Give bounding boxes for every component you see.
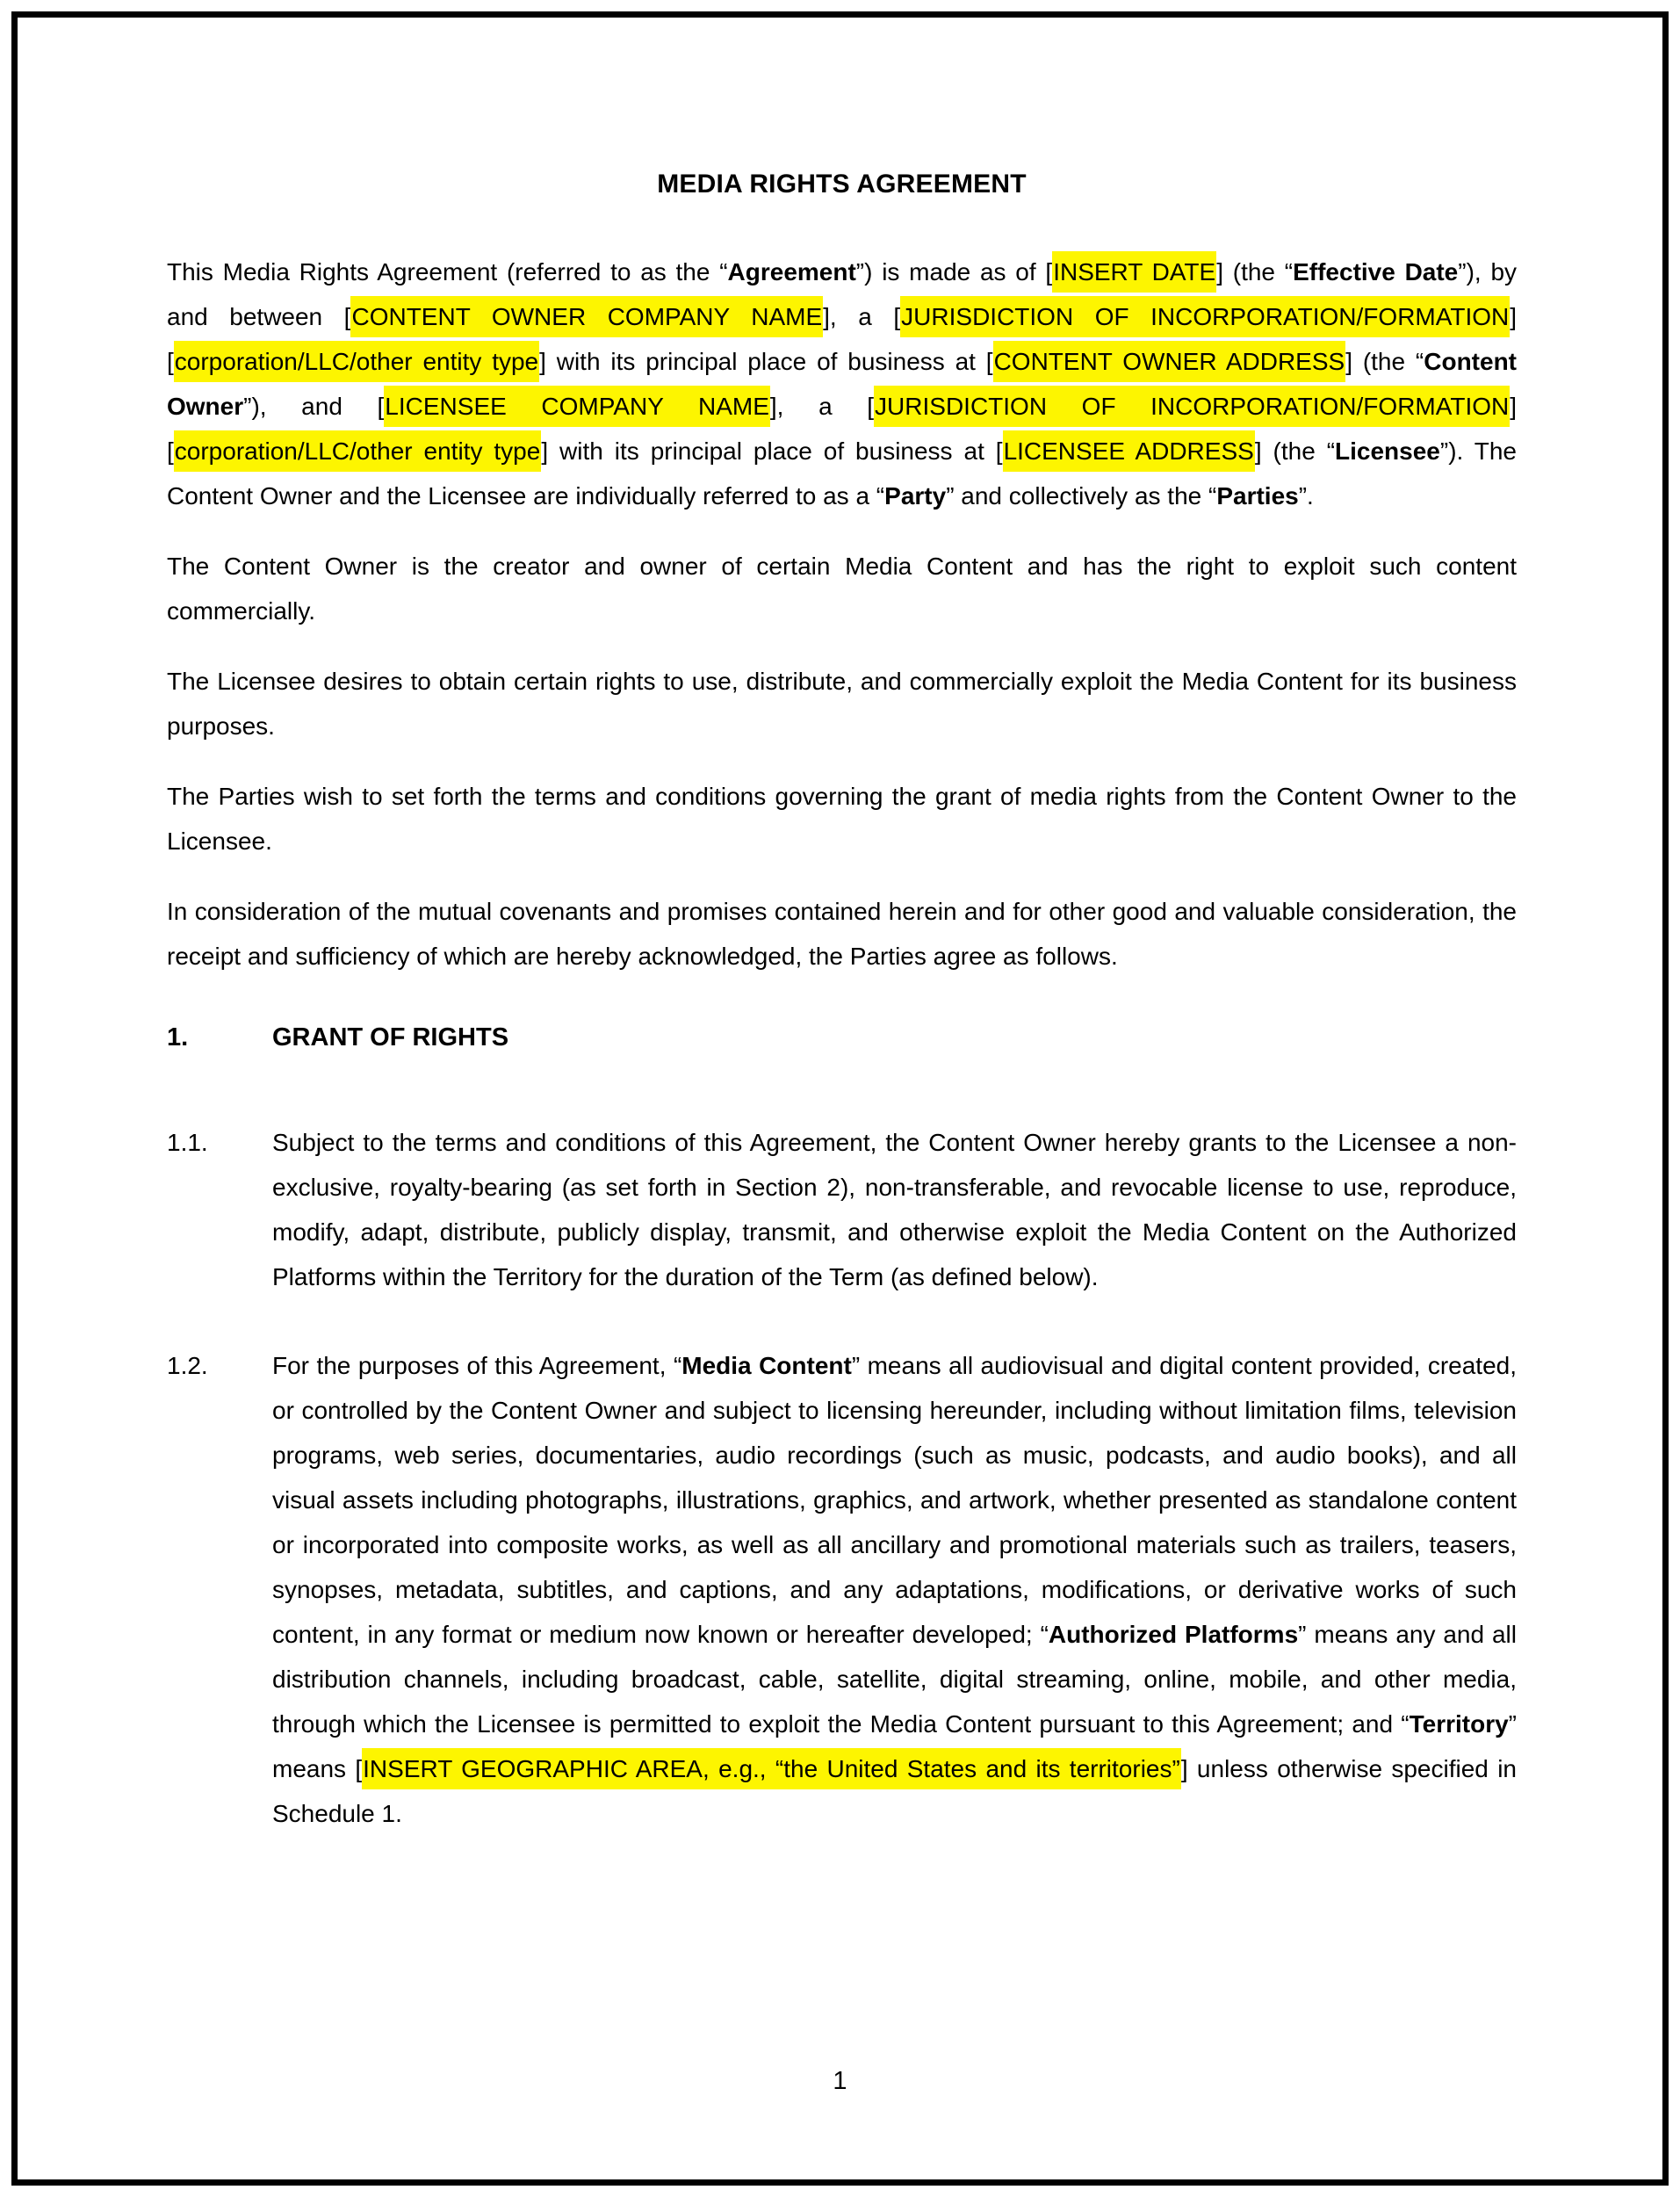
body-paragraph [167,659,1517,748]
text-run: ”), by and between [ [167,258,1518,330]
text-run: GRANT OF RIGHTS [272,1023,509,1052]
text-run: Authorized Platforms [1048,1621,1299,1648]
text-run: Content Owner [167,348,1518,420]
placeholder-highlight: JURISDICTION OF INCORPORATION/FORMATION [874,386,1510,427]
text-run: ] (the “ [1216,258,1294,285]
paragraph-number: 1.2. [167,1352,208,1379]
text-run: ], a [ [823,303,901,330]
body-paragraph [167,889,1517,979]
text-run: ” means [ [272,1710,1517,1782]
text-run: Effective Date [1293,258,1459,285]
text-run: Territory [1409,1710,1509,1738]
text-run: Licensee [1335,437,1440,465]
text-run: This Media Rights Agreement (referred to as the “ [167,258,728,285]
placeholder-highlight: LICENSEE ADDRESS [1003,430,1255,472]
body-paragraph [167,544,1517,633]
text-run: ” and collectively as the “ [946,482,1217,510]
placeholder-highlight: INSERT GEOGRAPHIC AREA, e.g., “the United States and its territories” [362,1748,1181,1789]
body-paragraph [167,774,1517,864]
text-run: In consideration of the mutual covenants and promises contained herein and for other good and valuable consideration, the receipt and sufficiency of which are hereby acknowledged, the Parties agree as follows. [167,898,1517,970]
text-run: The Parties wish to set forth the terms and conditions governing the grant of media rights from the Content Owner to the Licensee. [167,783,1517,855]
text-run: ”). The Content Owner and the Licensee are individually referred to as a “ [167,437,1517,510]
section-heading [167,1015,1517,1060]
text-run: Agreement [727,258,856,285]
text-run: The Licensee desires to obtain certain rights to use, distribute, and commercially exploit the Media Content for its business purposes. [167,668,1517,740]
clause-paragraph [167,1343,1517,1836]
document-body [167,249,1517,1836]
placeholder-highlight: JURISDICTION OF INCORPORATION/FORMATION [900,296,1510,337]
page-title: MEDIA RIGHTS AGREEMENT [657,170,1027,199]
text-run: ”) is made as of [ [855,258,1053,285]
text-run: For the purposes of this Agreement, “ [272,1352,682,1379]
placeholder-highlight: corporation/LLC/other entity type [174,341,539,382]
text-run: ”. [1298,482,1314,510]
text-run: ], a [ [769,393,875,420]
page-number: 1 [833,2067,847,2095]
placeholder-highlight: CONTENT OWNER COMPANY NAME [350,296,823,337]
clause-paragraph [167,1120,1517,1299]
text-run: ] [ [167,303,1518,375]
text-run: ] unless otherwise specified in Schedule 1. [272,1755,1517,1827]
body-paragraph [167,249,1517,518]
placeholder-highlight: INSERT DATE [1052,251,1216,293]
text-run: ] (the “ [1345,348,1424,375]
text-run: Media Content [681,1352,852,1379]
paragraph-number: 1.1. [167,1129,208,1156]
text-run: Parties [1216,482,1299,510]
text-run: The Content Owner is the creator and owner of certain Media Content and has the right to exploit such content commercially. [167,553,1517,625]
text-run: ] with its principal place of business at [ [539,348,993,375]
paragraph-number: 1. [167,1023,189,1052]
text-run: ”), and [ [243,393,385,420]
text-run: Subject to the terms and conditions of this Agreement, the Content Owner hereby grants to the Licensee a non-exclusive, royalty-bearing (as set forth in Section 2), non-transferable, and revocable license to use, reproduce, modify, adapt, distribute, publicly display, transmit, and otherwise exploit the Media Content on the Authorized Platforms within the Territory for the duration of the Term (as defined below). [272,1129,1517,1290]
document-content [167,169,1517,1880]
placeholder-highlight: CONTENT OWNER ADDRESS [993,341,1346,382]
text-run: ” means any and all distribution channels, including broadcast, cable, satellite, digital streaming, online, mobile, and other media, through which the Licensee is permitted to exploit the Media Content pursuant to this Agreement; and “ [272,1621,1517,1738]
text-run: ” means all audiovisual and digital content provided, created, or controlled by the Content Owner and subject to licensing hereunder, including without limitation films, television programs, web series, documentaries, audio recordings (such as music, podcasts, and audio books), and all visual assets including photographs, illustrations, graphics, and artwork, whether presented as standalone content or incorporated into composite works, as well as all ancillary and promotional materials such as trailers, teasers, synopses, metadata, subtitles, and captions, and any adaptations, modifications, or derivative works of such content, in any format or medium now known or hereafter developed; “ [272,1352,1517,1648]
placeholder-highlight: corporation/LLC/other entity type [174,430,542,472]
text-run: ] (the “ [1254,437,1336,465]
placeholder-highlight: LICENSEE COMPANY NAME [384,386,770,427]
text-run: ] with its principal place of business at [ [541,437,1003,465]
text-run: Party [884,482,947,510]
text-run: ] [ [167,393,1517,465]
